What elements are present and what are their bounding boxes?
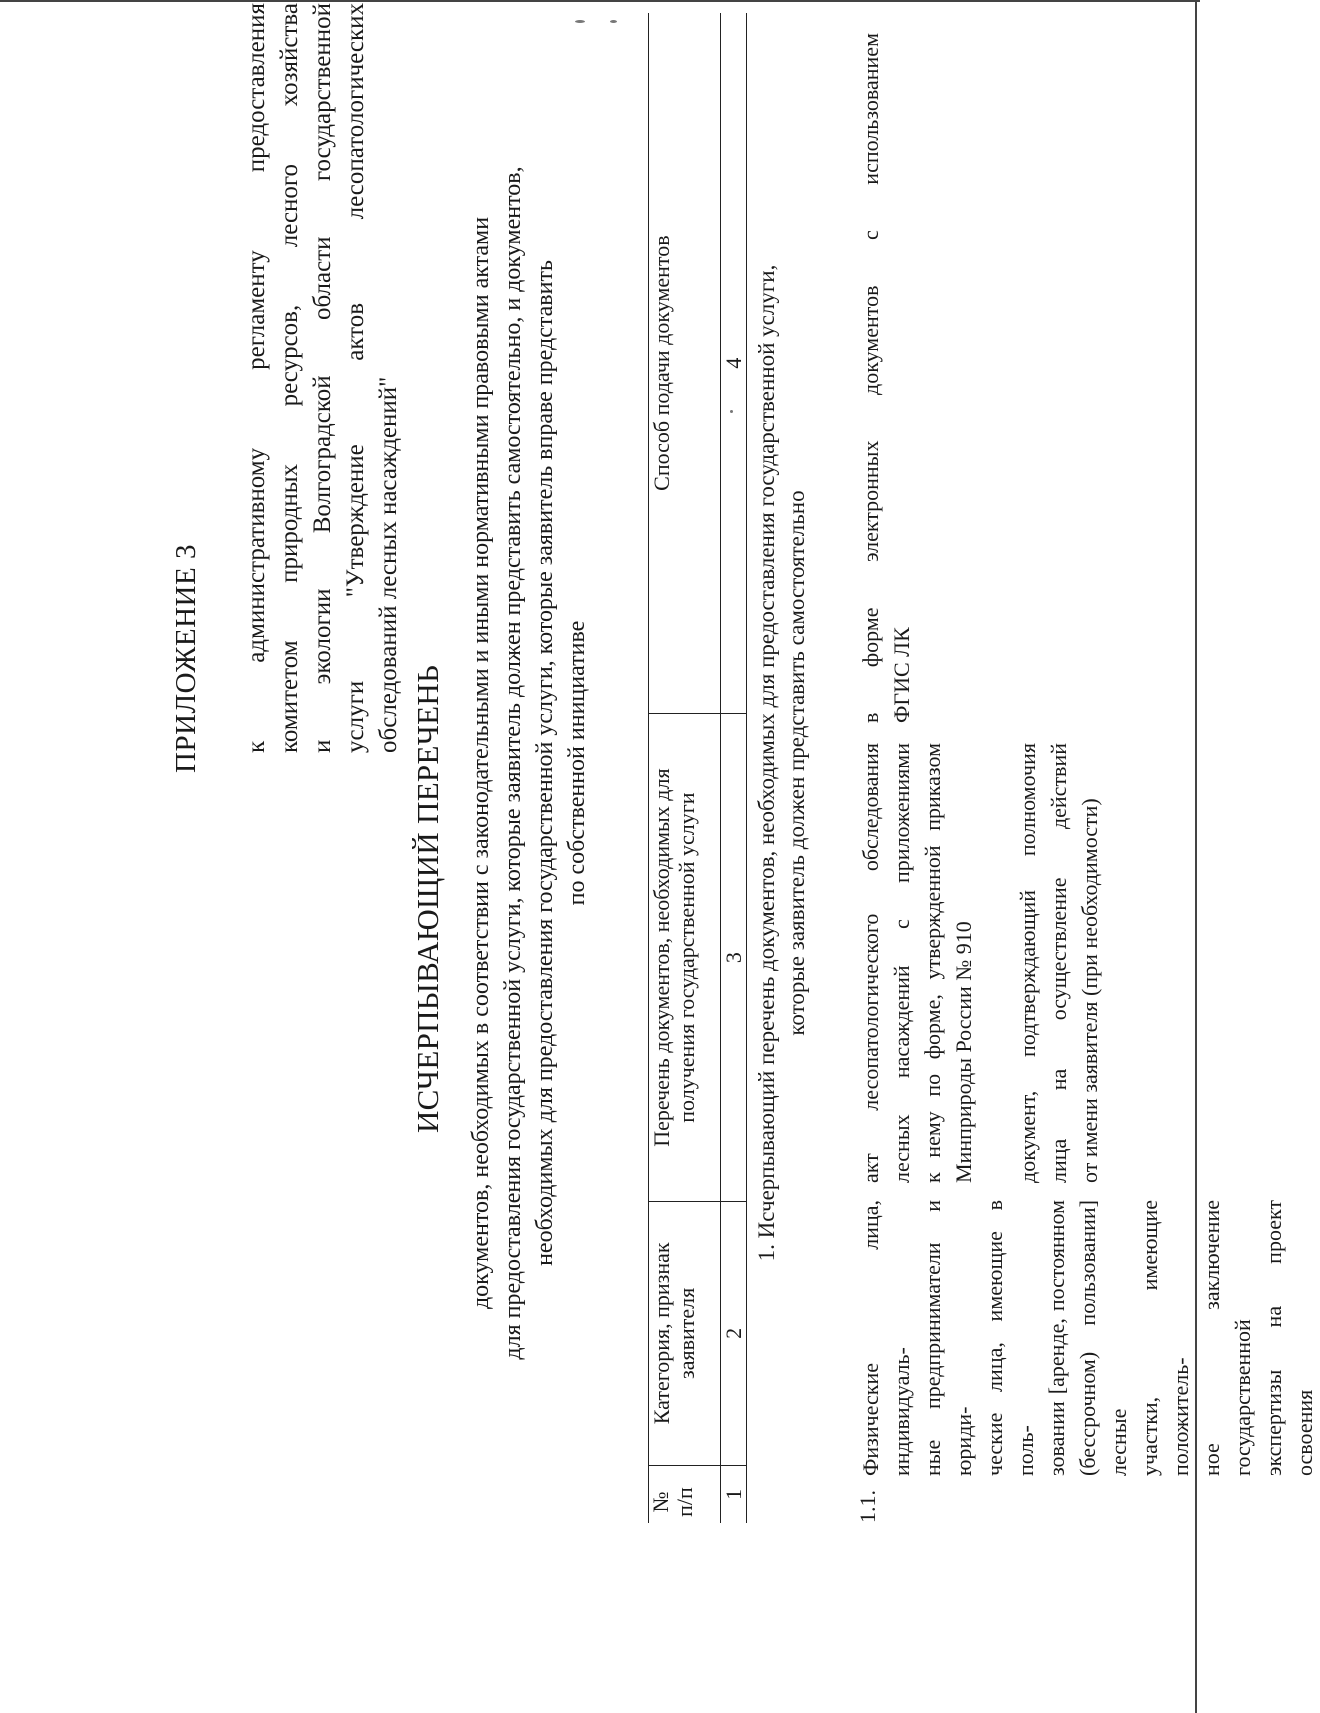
scan-speck <box>610 20 617 23</box>
category-line: участки, имеющие положитель- <box>1137 1200 1193 1476</box>
document-line: Минприроды России № 910 <box>951 921 976 1183</box>
category-line: ческие лица, имеющие в поль- <box>982 1200 1038 1476</box>
row-category <box>855 1200 1320 1476</box>
regulation-line: комитетом природных ресурсов, лесного хозяйства <box>276 3 303 753</box>
col-header-method: Способ подачи документов <box>649 13 721 714</box>
category-line: зовании [аренде, постоянном <box>1044 1200 1069 1476</box>
col-header-documents: Перечень документов, необходимых для получения государственной услуги <box>649 714 721 1202</box>
regulation-line: к административному регламенту предоставления <box>243 3 270 753</box>
header-row <box>649 13 721 1523</box>
category-line: ное заключение государственной <box>1199 1200 1255 1476</box>
intro-line: документов, необходимых в соответствии с законодательными и иными нормативными правовыми актами <box>468 216 494 1310</box>
row-number: 1.1. <box>855 1490 880 1523</box>
appendix-title: ПРИЛОЖЕНИЕ 3 <box>170 544 202 773</box>
document-line: документ, подтверждающий полномочия <box>1015 743 1040 1183</box>
document-line: к нему по форме, утвержденной приказом <box>920 743 945 1183</box>
document-line: акт лесопатологического обследования <box>858 743 883 1183</box>
section-title-line: 1. Исчерпывающий перечень документов, необходимых для предоставления государственной услуги, <box>754 264 779 1262</box>
col-header-num: № п/п <box>649 1465 721 1523</box>
intro-line: необходимых для предоставления государственной услуги, которые заявитель вправе представить <box>532 260 558 1266</box>
section-title-line: которые заявитель должен представить самостоятельно <box>784 490 809 1036</box>
scan-edge-line <box>0 0 1200 2</box>
column-number-row <box>721 13 747 1523</box>
document-line: лица на осуществление действий <box>1046 743 1071 1183</box>
documents-table-header <box>648 13 747 1523</box>
method-line: ФГИС ЛК <box>889 627 914 723</box>
category-line: Физические лица, индивидуаль- <box>858 1200 914 1476</box>
row-document-authority <box>1012 743 1105 1183</box>
document-title: ИСЧЕРПЫВАЮЩИЙ ПЕРЕЧЕНЬ <box>410 664 445 1133</box>
row-document-act <box>855 743 979 1183</box>
row-method <box>855 33 917 723</box>
method-line: в форме электронных документов с использованием <box>858 33 883 723</box>
category-line: (бессрочном) пользовании] лесные <box>1075 1200 1131 1476</box>
category-line: ные предприниматели и юриди- <box>920 1200 976 1476</box>
regulation-line: и экологии Волгоградской области государственной <box>309 3 336 753</box>
section-title <box>752 113 812 1413</box>
col-number: 2 <box>721 1201 747 1465</box>
category-line: экспертизы на проект освоения <box>1261 1200 1317 1476</box>
document-intro <box>465 3 593 1523</box>
intro-line: по собственной инициативе <box>564 620 590 906</box>
regulation-reference <box>240 3 405 753</box>
col-number: 4 <box>721 13 747 714</box>
intro-line: для предоставления государственной услуги, которые заявитель должен представить самостоятельно, и документов, <box>500 166 526 1360</box>
col-number: 3 <box>721 714 747 1202</box>
col-number: 1 <box>721 1465 747 1523</box>
document-line: лесных насаждений с приложениями <box>889 743 914 1183</box>
document-line: от имени заявителя (при необходимости) <box>1077 798 1102 1183</box>
regulation-line: обследований лесных насаждений" <box>375 376 402 753</box>
col-header-category: Категория, признак заявителя <box>649 1201 721 1465</box>
regulation-line: услуги "Утверждение актов лесопатологических <box>342 3 369 753</box>
